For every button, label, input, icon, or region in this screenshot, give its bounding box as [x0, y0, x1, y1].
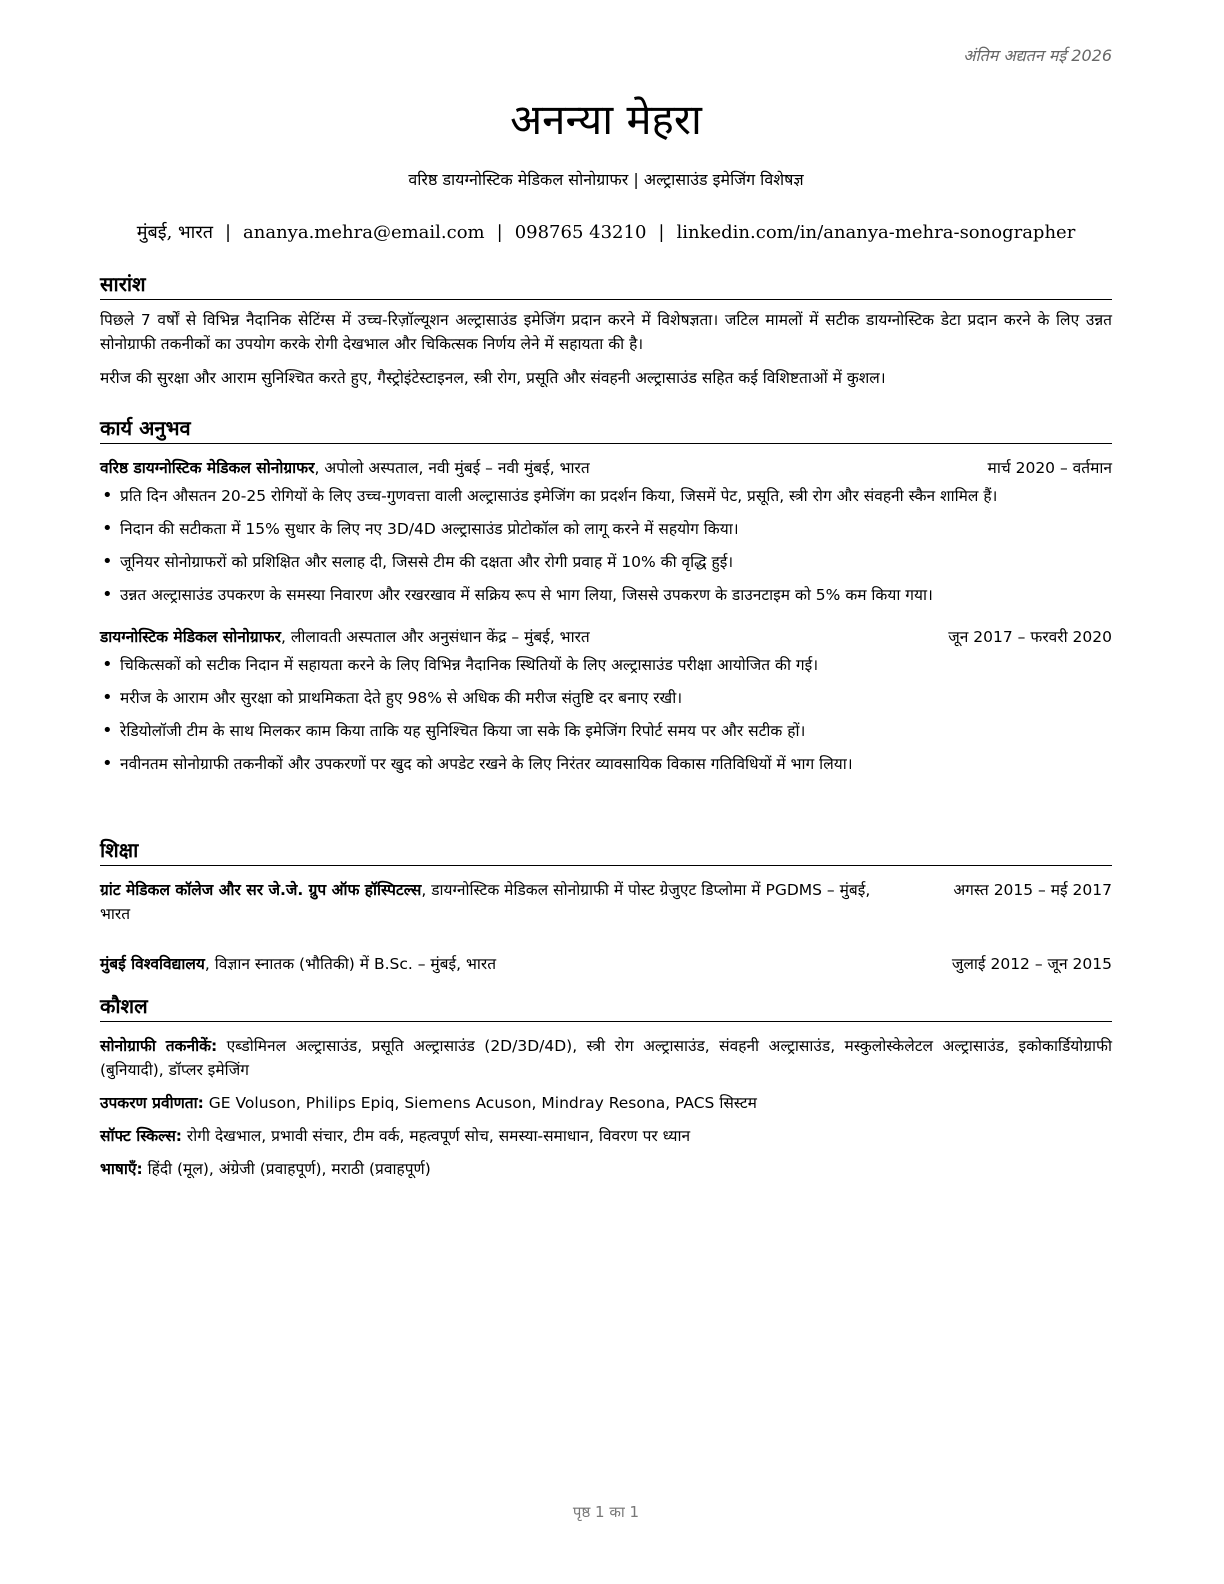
job-header — [100, 625, 1112, 649]
skill-row — [100, 1091, 1112, 1115]
skill-row — [100, 1034, 1112, 1082]
education-detail: , विज्ञान स्नातक (भौतिकी) में B.Sc. – मुंबई, भारत — [204, 955, 497, 973]
education-institution: मुंबई विश्वविद्यालय — [100, 955, 205, 973]
last-updated: अंतिम अद्यतन मई 2026 — [963, 46, 1112, 65]
headline: वरिष्ठ डायग्नोस्टिक मेडिकल सोनोग्राफर | अल्ट्रासाउंड इमेजिंग विशेषज्ञ — [408, 170, 804, 189]
contact-email[interactable]: ananya.mehra@email.com — [243, 222, 485, 243]
list-item: • रेडियोलॉजी टीम के साथ मिलकर काम किया ताकि यह सुनिश्चित किया जा सके कि इमेजिंग रिपोर्ट समय पर और सटीक हों। — [120, 719, 1112, 743]
list-item: • चिकित्सकों को सटीक निदान में सहायता करने के लिए विभिन्न नैदानिक स्थितियों के लिए अल्ट्रासाउंड परीक्षा आयोजित की गई। — [120, 653, 1112, 677]
job-dates: जून 2017 – फरवरी 2020 — [948, 628, 1112, 646]
section-title: सारांश — [100, 270, 1112, 300]
skill-value: रोगी देखभाल, प्रभावी संचार, टीम वर्क, महत्वपूर्ण सोच, समस्या-समाधान, विवरण पर ध्यान — [182, 1127, 691, 1145]
list-item: • निदान की सटीकता में 15% सुधार के लिए नए 3D/4D अल्ट्रासाउंड प्रोटोकॉल को लागू करने में सहयोग किया। — [120, 517, 1112, 541]
job-header — [100, 456, 1112, 480]
skill-label: सोनोग्राफी तकनीकें: — [100, 1037, 218, 1055]
list-item: • जूनियर सोनोग्राफरों को प्रशिक्षित और सलाह दी, जिससे टीम की दक्षता और रोगी प्रवाह में 10% की वृद्धि हुई। — [120, 550, 1112, 574]
education-detail: , डायग्नोस्टिक मेडिकल सोनोग्राफी में पोस्ट ग्रेजुएट डिप्लोमा में PGDMS – मुंबई, भारत — [100, 881, 871, 923]
contact-linkedin[interactable]: linkedin.com/in/ananya-mehra-sonographer — [676, 222, 1076, 243]
experience-section — [100, 414, 1112, 785]
job-org: , लीलावती अस्पताल और अनुसंधान केंद्र – मुंबई, भारत — [280, 628, 590, 646]
job-dates: मार्च 2020 – वर्तमान — [987, 459, 1112, 477]
education-institution: ग्रांट मेडिकल कॉलेज और सर जे.जे. ग्रुप ऑफ हॉस्पिटल्स — [100, 881, 422, 899]
skill-value: एब्डोमिनल अल्ट्रासाउंड, प्रसूति अल्ट्रासाउंड (2D/3D/4D), स्त्री रोग अल्ट्रासाउंड, संवहनी अल्ट्रासाउंड, मस्कुलोस्केलेटल अल्ट्रासाउंड, इकोकार्डियोग्राफी (बुनियादी), डॉप्लर इमेजिंग — [100, 1037, 1112, 1079]
education-dates: अगस्त 2015 – मई 2017 — [953, 881, 1112, 899]
list-item: • उन्नत अल्ट्रासाउंड उपकरण के समस्या निवारण और रखरखाव में सक्रिय रूप से भाग लिया, जिससे उपकरण के डाउनटाइम को 5% कम किया गया। — [120, 583, 1112, 607]
job-role: डायग्नोस्टिक मेडिकल सोनोग्राफर — [100, 628, 281, 646]
summary-paragraph: पिछले 7 वर्षों से विभिन्न नैदानिक सेटिंग्स में उच्च-रिज़ॉल्यूशन अल्ट्रासाउंड इमेजिंग प्रदान करने में विशेषज्ञता। जटिल मामलों में सटीक डायग्नोस्टिक डेटा प्रदान करने के लिए उन्नत सोनोग्राफी तकनीकों का उपयोग करके रोगी देखभाल और चिकित्सक निर्णय लेने में सहायता की है। — [100, 311, 1112, 353]
skill-label: भाषाएँ: — [100, 1160, 143, 1178]
education-item — [100, 952, 1112, 976]
education-item — [100, 878, 1112, 926]
list-item: • प्रति दिन औसतन 20-25 रोगियों के लिए उच्च-गुणवत्ता वाली अल्ट्रासाउंड इमेजिंग का प्रदर्शन किया, जिसमें पेट, प्रसूति, स्त्री रोग और संवहनी स्कैन शामिल हैं। — [120, 484, 1112, 508]
job-bullets — [100, 653, 1112, 776]
list-item: • नवीनतम सोनोग्राफी तकनीकों और उपकरणों पर खुद को अपडेट रखने के लिए निरंतर व्यावसायिक विकास गतिविधियों में भाग लिया। — [120, 752, 1112, 776]
job-bullets — [100, 484, 1112, 607]
skill-label: उपकरण प्रवीणता: — [100, 1094, 204, 1112]
skill-row — [100, 1124, 1112, 1148]
contact-location: मुंबई, भारत — [136, 222, 213, 243]
section-title: कौशल — [100, 992, 1112, 1022]
page-number: पृष्ठ 1 का 1 — [572, 1503, 640, 1521]
skill-value: हिंदी (मूल), अंग्रेजी (प्रवाहपूर्ण), मराठी (प्रवाहपूर्ण) — [142, 1160, 431, 1178]
contact-separator: | — [224, 222, 232, 243]
candidate-name: अनन्या मेहरा — [510, 95, 702, 144]
section-title: शिक्षा — [100, 836, 1112, 866]
contact-separator: | — [496, 222, 503, 243]
contact-line — [100, 220, 1112, 244]
skill-value: GE Voluson, Philips Epiq, Siemens Acuson, Mindray Resona, PACS सिस्टम — [203, 1094, 757, 1112]
education-dates: जुलाई 2012 – जून 2015 — [951, 955, 1112, 973]
section-title: कार्य अनुभव — [100, 414, 1112, 444]
skills-section — [100, 992, 1112, 1181]
contact-separator: | — [658, 222, 665, 243]
contact-phone: 098765 43210 — [514, 222, 647, 243]
list-item: • मरीज के आराम और सुरक्षा को प्राथमिकता देते हुए 98% से अधिक की मरीज संतुष्टि दर बनाए रखी। — [120, 686, 1112, 710]
skill-row — [100, 1157, 1112, 1181]
skill-label: सॉफ्ट स्किल्स: — [100, 1127, 182, 1145]
summary-section — [100, 270, 1112, 390]
job-org: , अपोलो अस्पताल, नवी मुंबई – नवी मुंबई, भारत — [314, 459, 590, 477]
education-section — [100, 836, 1112, 976]
summary-paragraph: मरीज की सुरक्षा और आराम सुनिश्चित करते हुए, गैस्ट्रोइंटेस्टाइनल, स्त्री रोग, प्रसूति और संवहनी अल्ट्रासाउंड सहित कई विशिष्टताओं में कुशल। — [100, 369, 886, 387]
job-role: वरिष्ठ डायग्नोस्टिक मेडिकल सोनोग्राफर — [100, 459, 315, 477]
resume-page — [100, 0, 1112, 1584]
